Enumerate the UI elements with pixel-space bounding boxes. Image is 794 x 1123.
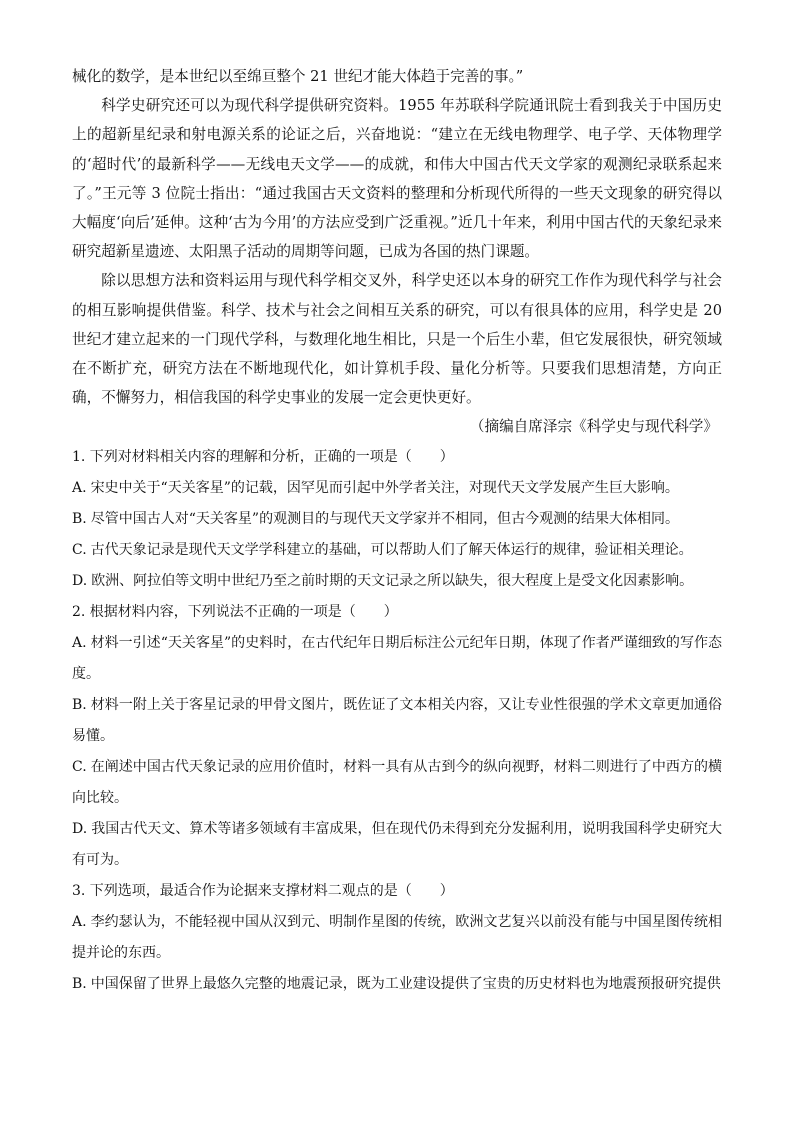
- option-label: C.: [72, 758, 87, 775]
- option-label: D.: [72, 820, 88, 837]
- option-label: A.: [72, 634, 87, 651]
- option-a[interactable]: [72, 628, 722, 690]
- option-text: 中国保留了世界上最悠久完整的地震记录，既为工业建设提供了宝贵的历史材料也为地震预报研究提供: [90, 975, 721, 992]
- option-b[interactable]: [72, 504, 722, 535]
- passage-paragraph: 除以思想方法和资料运用与现代科学相交叉外，科学史还以本身的研究工作作为现代科学与社会的相互影响提供借鉴。科学、技术与社会之间相互关系的研究，可以有很具体的应用，科学史是 20 世纪才建立起来的一门现代学科，与数理化地生相比，只是一个后生小辈，但它发展很快，研究领域在不断扩充，研究方法在不断地现代化，如计算机手段、量化分析等。只要我们思想清楚，方向正确，不懈努力，相信我国的科学史事业的发展一定会更快更好。: [72, 272, 722, 407]
- option-label: A.: [72, 479, 87, 496]
- option-label: B.: [72, 510, 87, 527]
- option-text: 李约瑟认为，不能轻视中国从汉到元、明制作星图的传统，欧洲文艺复兴以前没有能与中国星图传统相提并论的东西。: [72, 913, 722, 961]
- option-a[interactable]: [72, 907, 722, 969]
- option-d[interactable]: [72, 566, 722, 597]
- option-label: B.: [72, 696, 87, 713]
- option-label: D.: [72, 572, 88, 589]
- option-c[interactable]: [72, 535, 722, 566]
- option-text: 我国古代天文、算术等诸多领域有丰富成果，但在现代仍未得到充分发掘利用，说明我国科学史研究大有可为。: [72, 820, 722, 868]
- question-2: [72, 597, 722, 876]
- option-label: B.: [72, 975, 87, 992]
- passage-paragraph-continuation: 械化的数学，是本世纪以至绵亘整个 21 世纪才能大体趋于完善的事。”: [72, 68, 524, 85]
- option-text: 材料一引述“天关客星”的史料时，在古代纪年日期后标注公元纪年日期，体现了作者严谨细致的写作态度。: [72, 634, 722, 682]
- option-text: 材料一附上关于客星记录的甲骨文图片，既佐证了文本相关内容，又让专业性很强的学术文章更加通俗易懂。: [72, 696, 722, 744]
- option-a[interactable]: [72, 473, 722, 504]
- option-b[interactable]: [72, 690, 722, 752]
- question-stem: 1. 下列对材料相关内容的理解和分析，正确的一项是（ ）: [72, 448, 454, 465]
- option-text: 欧洲、阿拉伯等文明中世纪乃至之前时期的天文记录之所以缺失，很大程度上是受文化因素影响。: [91, 572, 694, 589]
- option-text: 古代天象记录是现代天文学学科建立的基础，可以帮助人们了解天体运行的规律，验证相关理论。: [90, 541, 693, 558]
- option-d[interactable]: [72, 814, 722, 876]
- option-text: 宋史中关于“天关客星”的记载，因罕见而引起中外学者关注，对现代天文学发展产生巨大影响。: [90, 479, 679, 496]
- option-label: A.: [72, 913, 87, 930]
- option-text: 尽管中国古人对“天关客星”的观测目的与现代天文学家并不相同，但古今观测的结果大体相同。: [90, 510, 680, 527]
- option-text: 在阐述中国古代天象记录的应用价值时，材料一具有从古到今的纵向视野，材料二则进行了中西方的横向比较。: [72, 758, 722, 806]
- option-b[interactable]: [72, 969, 722, 1000]
- document-page: [72, 62, 722, 1000]
- passage-paragraph: 科学史研究还可以为现代科学提供研究资料。1955 年苏联科学院通讯院士看到我关于中国历史上的超新星纪录和射电源关系的论证之后，兴奋地说：“建立在无线电物理学、电子学、天体物理学的‘超时代’的最新科学——无线电天文学——的成就，和伟大中国古代天文学家的观测纪录联系起来了。”王元等 3 位院士指出：“通过我国古天文资料的整理和分析现代所得的一些天文现象的研究得以大幅度‘向后’延伸。这种‘古为今用’的方法应受到广泛重视。”近几十年来，利用中国古代的天象纪录来研究超新星遗迹、太阳黑子活动的周期等问题，已成为各国的热门课题。: [72, 97, 722, 261]
- option-c[interactable]: [72, 752, 722, 814]
- passage-source: （摘编自席泽宗《科学史与现代科学》: [469, 418, 718, 436]
- question-stem: 2. 根据材料内容，下列说法不正确的一项是（ ）: [72, 603, 398, 620]
- question-1: [72, 442, 722, 597]
- question-stem: 3. 下列选项，最适合作为论据来支撑材料二观点的是（ ）: [72, 882, 454, 899]
- option-label: C.: [72, 541, 87, 558]
- question-3: [72, 876, 722, 1000]
